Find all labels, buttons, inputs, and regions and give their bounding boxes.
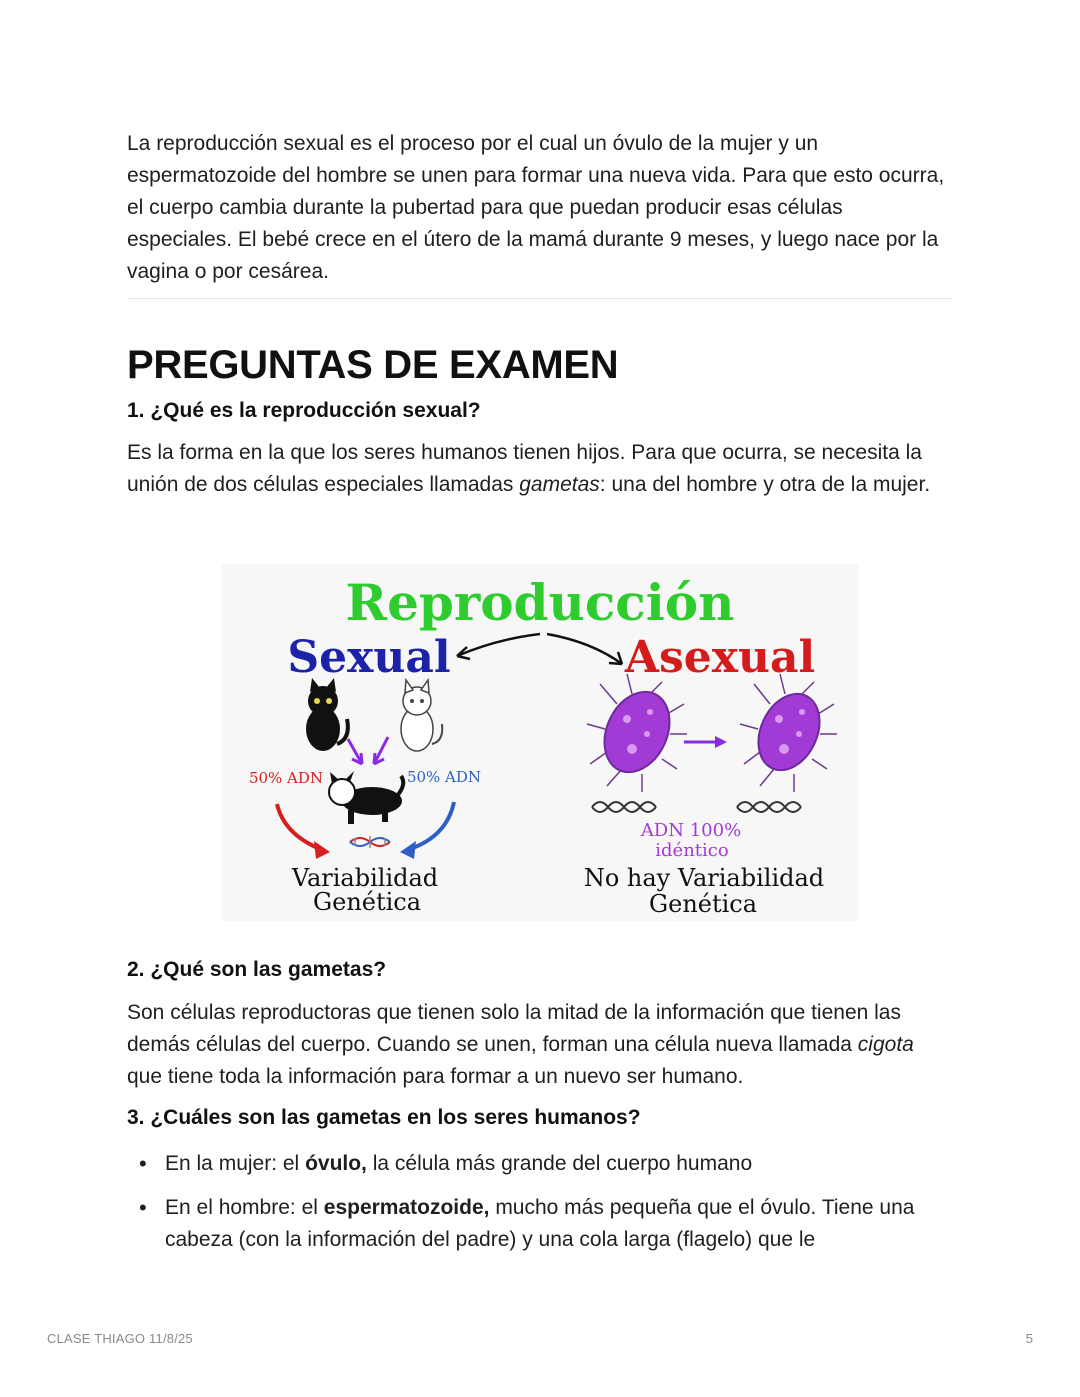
reproduction-diagram [222, 564, 858, 921]
dna-left-label: 50% ADN [248, 769, 324, 787]
adn-identical-line-2: idéntico [655, 840, 729, 861]
intro-paragraph: La reproducción sexual es el proceso por el cual un óvulo de la mujer y un espermatozoide del hombre se unen para formar una nueva vida. Para que esto ocurra, el cuerpo cambia durante la pubertad para que puedan producir esas células especiales. El bebé crece en el útero de la mamá durante 9 meses, y luego nace por la vagina o por cesárea. [127, 132, 945, 283]
adn-identical-line-1: ADN 100% [640, 820, 742, 841]
page-number: 5 [1025, 1331, 1033, 1346]
black-cat-icon [306, 678, 348, 751]
sexual-label: Sexual [287, 632, 451, 683]
term-gametas: gametas [519, 473, 600, 496]
bacteria-icon [587, 674, 687, 792]
bacteria-copy-icon [740, 674, 837, 792]
white-cat-icon [401, 680, 442, 751]
question-3-title: 3. ¿Cuáles son las gametas en los seres humanos? [127, 1106, 641, 1129]
dna-strand-icon [350, 836, 390, 848]
list-item: • En el hombre: el espermatozoide, mucho más pequeña que el óvulo. Tiene una cabeza (con la información del padre) y una cola larga (flagelo) que le [127, 1192, 953, 1256]
section-divider [127, 298, 953, 299]
term-espermatozoide: espermatozoide, [323, 1196, 490, 1219]
section-heading: PREGUNTAS DE EXAMEN [127, 343, 619, 387]
kitten-icon [329, 771, 403, 824]
arrow-to-asexual [547, 634, 622, 664]
right-caption-line-1: No hay Variabilidad [583, 864, 825, 892]
question-1-answer: Es la forma en la que los seres humanos tienen hijos. Para que ocurra, se necesita la unión de dos células especiales llamadas gametas: una del hombre y otra de la mujer. [127, 441, 931, 496]
left-caption-line-1: Variabilidad [291, 864, 439, 892]
footer-label: CLASE THIAGO 11/8/25 [47, 1331, 193, 1346]
dna-strand-left-icon [592, 802, 656, 812]
list-item: • En la mujer: el óvulo, la célula más grande del cuerpo humano [127, 1148, 953, 1180]
right-caption-line-2: Genética [648, 890, 758, 918]
main-content [127, 128, 953, 501]
term-ovulo: óvulo, [305, 1152, 367, 1175]
term-cigota: cigota [857, 1033, 914, 1056]
red-arrow [277, 804, 320, 849]
reproduction-figure [222, 564, 858, 921]
left-caption-line-2: Genética [312, 888, 422, 916]
gametes-list [127, 1148, 953, 1268]
question-1-title: 1. ¿Qué es la reproducción sexual? [127, 399, 481, 422]
question-2-answer: Son células reproductoras que tienen solo la mitad de la información que tienen las demás células del cuerpo. Cuando se unen, forman una célula nueva llamada cigota que tiene toda la información para formar a un nuevo ser humano. [127, 1001, 914, 1088]
figure-title: Reproducción [345, 573, 735, 632]
arrow-to-sexual [457, 634, 540, 656]
dna-right-label: 50% ADN [406, 768, 482, 786]
dna-strand-right-icon [737, 802, 801, 812]
asexual-label: Asexual [624, 632, 816, 683]
question-2-title: 2. ¿Qué son las gametas? [127, 958, 387, 981]
blue-arrow [410, 802, 454, 849]
